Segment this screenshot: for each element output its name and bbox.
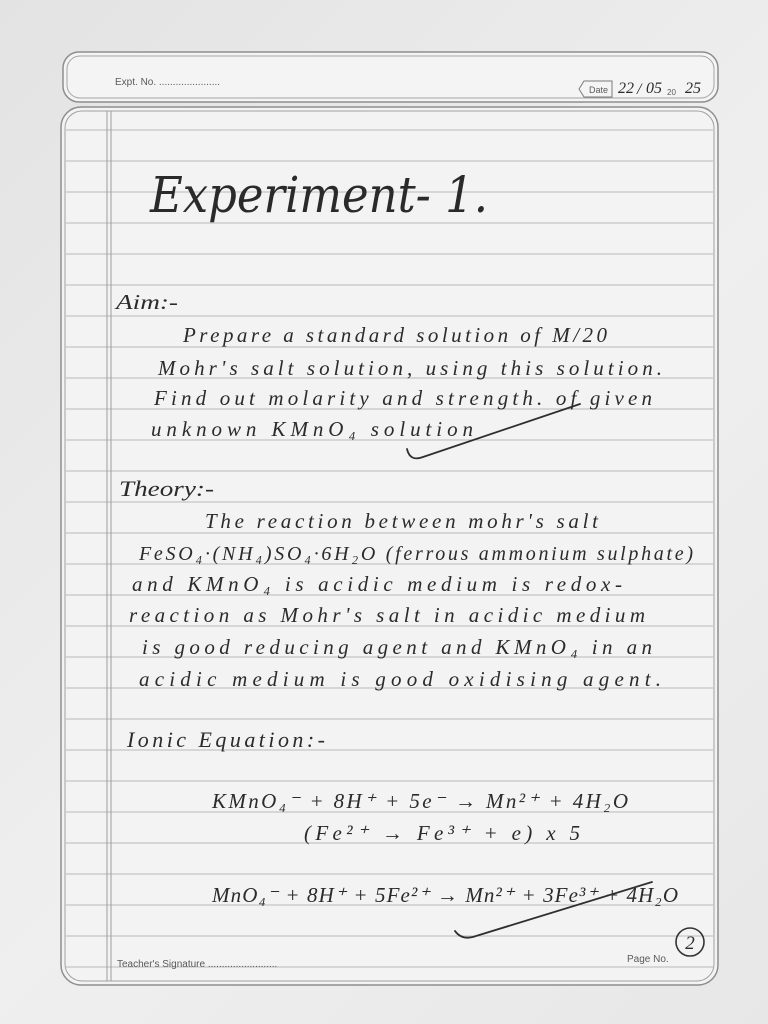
expt-no-label: Expt. No. ...................... — [115, 77, 221, 88]
date-label: Date — [589, 85, 609, 95]
page-no-label: Page No. — [627, 954, 669, 965]
theory-line: acidic medium is good oxidising agent. — [139, 667, 661, 691]
equation-line: MnO₄⁻ + 8H⁺ + 5Fe²⁺ → Mn²⁺ + 3Fe³⁺ + 4H₂O — [212, 883, 678, 907]
equation-line: KMnO₄⁻ + 8H⁺ + 5e⁻ → Mn²⁺ + 4H₂O — [212, 789, 628, 813]
date-separator: / — [637, 81, 642, 98]
theory-line: is good reducing agent and KMnO₄ in an — [142, 635, 652, 659]
theory-line: The reaction between mohr's salt — [205, 509, 598, 533]
aim-line: unknown KMnO₄ solution — [151, 417, 473, 441]
header-box — [63, 52, 718, 102]
theory-line: and KMnO₄ is acidic medium is redox- — [132, 572, 623, 596]
equation-line: (Fe²⁺ → Fe³⁺ + e) x 5 — [304, 821, 580, 845]
theory-line: reaction as Mohr's salt in acidic medium — [129, 603, 646, 627]
page-title: Experiment- 1. — [149, 166, 489, 224]
date-year: 25 — [685, 80, 701, 97]
date-month: 05 — [646, 80, 662, 97]
date-day: 22 — [618, 80, 634, 97]
teacher-signature-label: Teacher's Signature ......................... — [117, 959, 278, 970]
aim-line: Prepare a standard solution of M/20 — [183, 323, 607, 347]
aim-heading: Aim:- — [113, 290, 178, 314]
page-number: 2 — [685, 933, 695, 954]
ionic-equation-heading: Ionic Equation:- — [127, 727, 325, 752]
theory-line: FeSO₄·(NH₄)SO₄·6H₂O (ferrous ammonium sulphate) — [139, 543, 693, 565]
aim-line: Find out molarity and strength. of given — [154, 386, 653, 410]
theory-heading: Theory:- — [119, 476, 214, 501]
date-century: 20 — [667, 88, 676, 97]
aim-line: Mohr's salt solution, using this solution. — [158, 356, 662, 380]
